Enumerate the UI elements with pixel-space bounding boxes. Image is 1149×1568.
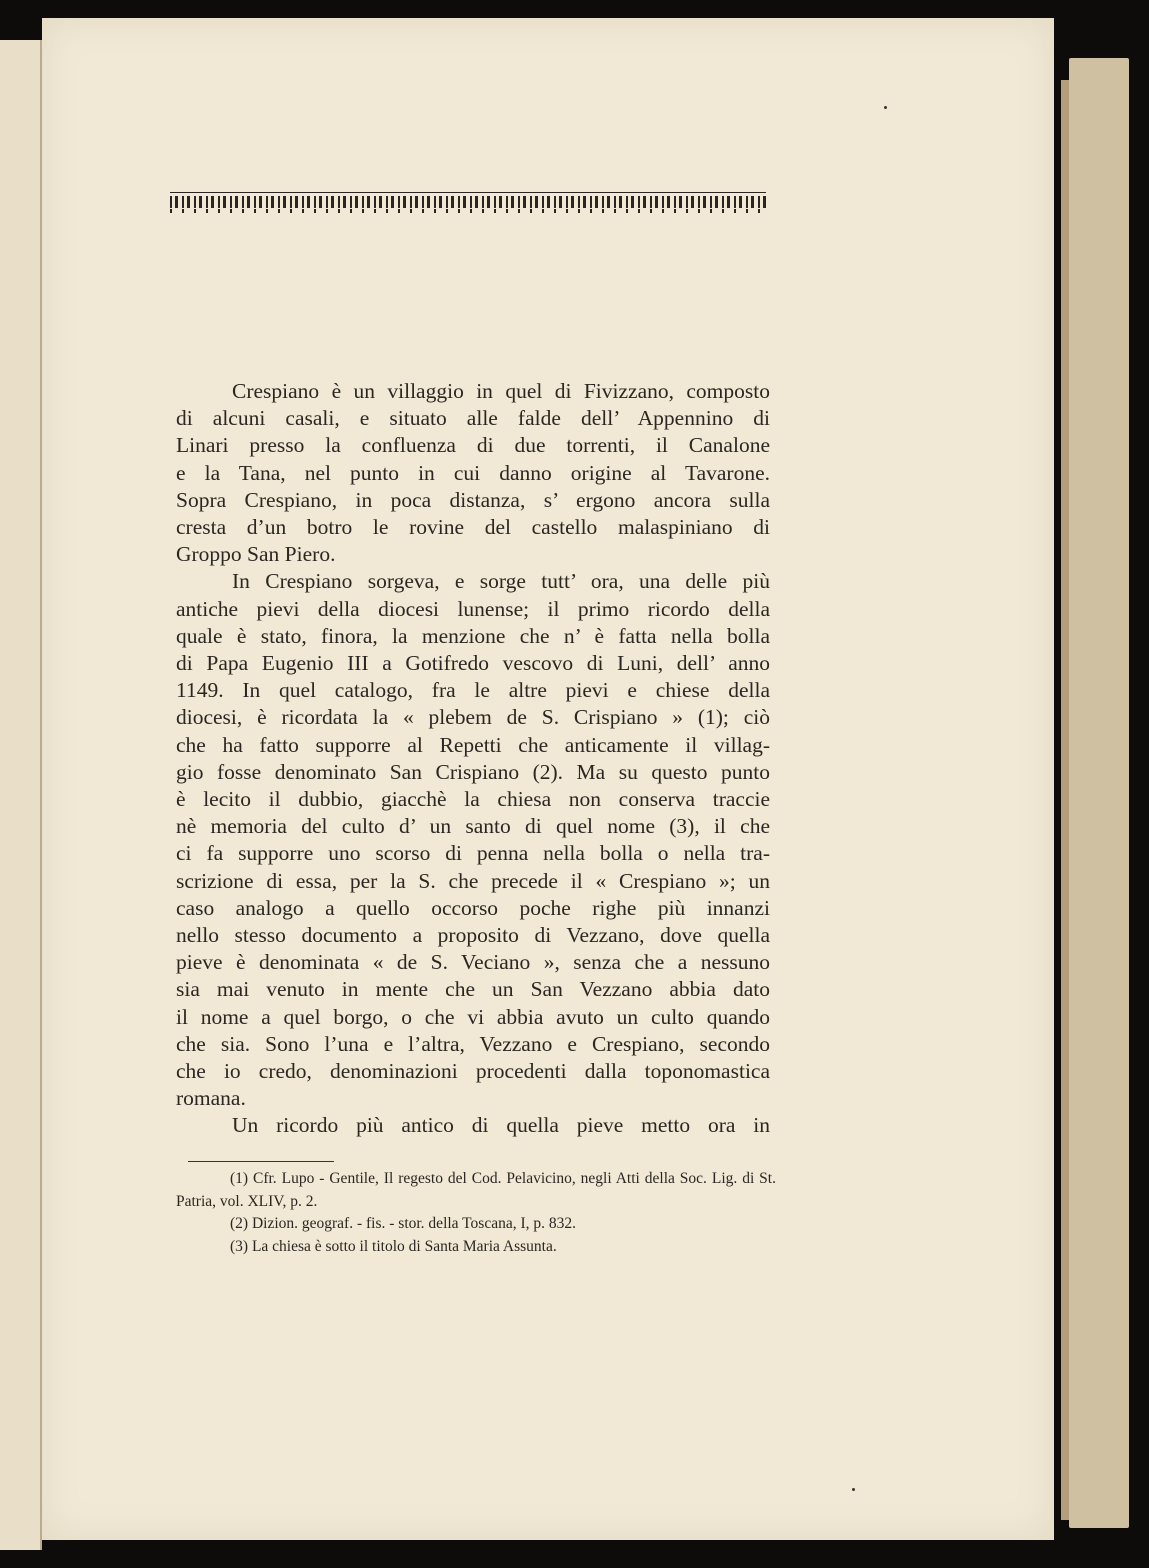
text-line: In Crespiano sorgeva, e sorge tutt’ ora, una delle più [232,569,770,594]
text-line: Sopra Crespiano, in poca distanza, s’ ergono ancora sulla [176,487,770,512]
text-line: romana. [176,1086,246,1111]
text-line: Crespiano è un villaggio in quel di Fivizzano, composto [232,379,770,403]
text-line: 1149. In quel catalogo, fra le altre pievi e chiese della [176,678,770,703]
text-line: è lecito il dubbio, giacchè la chiesa non conserva traccie [176,787,770,812]
text-line: cresta d’un botro le rovine del castello malaspiniano di [176,515,770,540]
decorative-header-band [170,192,766,215]
footnote-2: (2) Dizion. geograf. - fis. - stor. della Toscana, I, p. 832. [230,1215,576,1232]
text-line: diocesi, è ricordata la « plebem de S. Crispiano » (1); ciò [176,705,770,730]
text-line: sia mai venuto in mente che un San Vezzano abbia dato [176,977,770,1002]
text-line: quale è stato, finora, la menzione che n’ è fatta nella bolla [176,623,770,648]
text-line: caso analogo a quello occorso poche righe più innanzi [176,895,770,920]
text-line: e la Tana, nel punto in cui danno origine al Tavarone. [176,460,770,485]
paper-speck [852,1488,855,1491]
text-line: scrizione di essa, per la S. che precede il « Crespiano »; un [176,868,770,893]
footnote-1: (1) Cfr. Lupo - Gentile, Il regesto del Cod. Pelavicino, negli Atti della Soc. Lig. di St. Patria, vol. XLIV, p. 2. [176,1170,776,1210]
footnote-separator [188,1161,334,1162]
text-line: il nome a quel borgo, o che vi abbia avuto un culto quando [176,1004,770,1029]
main-text [176,378,770,1140]
left-facing-page [0,40,42,1550]
text-line: di alcuni casali, e situato alle falde dell’ Appennino di [176,406,770,431]
footnotes [176,1168,776,1258]
paper-speck [884,106,887,109]
text-line: di Papa Eugenio III a Gotifredo vescovo di Luni, dell’ anno [176,651,770,676]
text-line: Linari presso la confluenza di due torrenti, il Canalone [176,433,770,458]
ornament-pattern [170,196,766,208]
text-line: nello stesso documento a proposito di Vezzano, dove quella [176,923,770,948]
ornament-dots [170,209,766,213]
text-line: che io credo, denominazioni procedenti dalla toponomastica [176,1059,770,1084]
text-line: Groppo San Piero. [176,542,336,567]
page-edge [1069,58,1129,1528]
footnote-3: (3) La chiesa è sotto il titolo di Santa Maria Assunta. [230,1237,557,1255]
text-line: pieve è denominata « de S. Veciano », senza che a nessuno [176,950,770,975]
text-line: antiche pievi della diocesi lunense; il primo ricordo della [176,596,770,621]
text-line: che ha fatto supporre al Repetti che anticamente il villag- [176,732,770,757]
text-line: gio fosse denominato San Crispiano (2). Ma su questo punto [176,759,770,784]
text-line: nè memoria del culto d’ un santo di quel nome (3), il che [176,814,770,839]
text-line: Un ricordo più antico di quella pieve metto ora in [232,1113,770,1138]
text-line: ci fa supporre uno scorso di penna nella bolla o nella tra- [176,841,770,866]
text-line: che sia. Sono l’una e l’altra, Vezzano e Crespiano, secondo [176,1031,770,1056]
